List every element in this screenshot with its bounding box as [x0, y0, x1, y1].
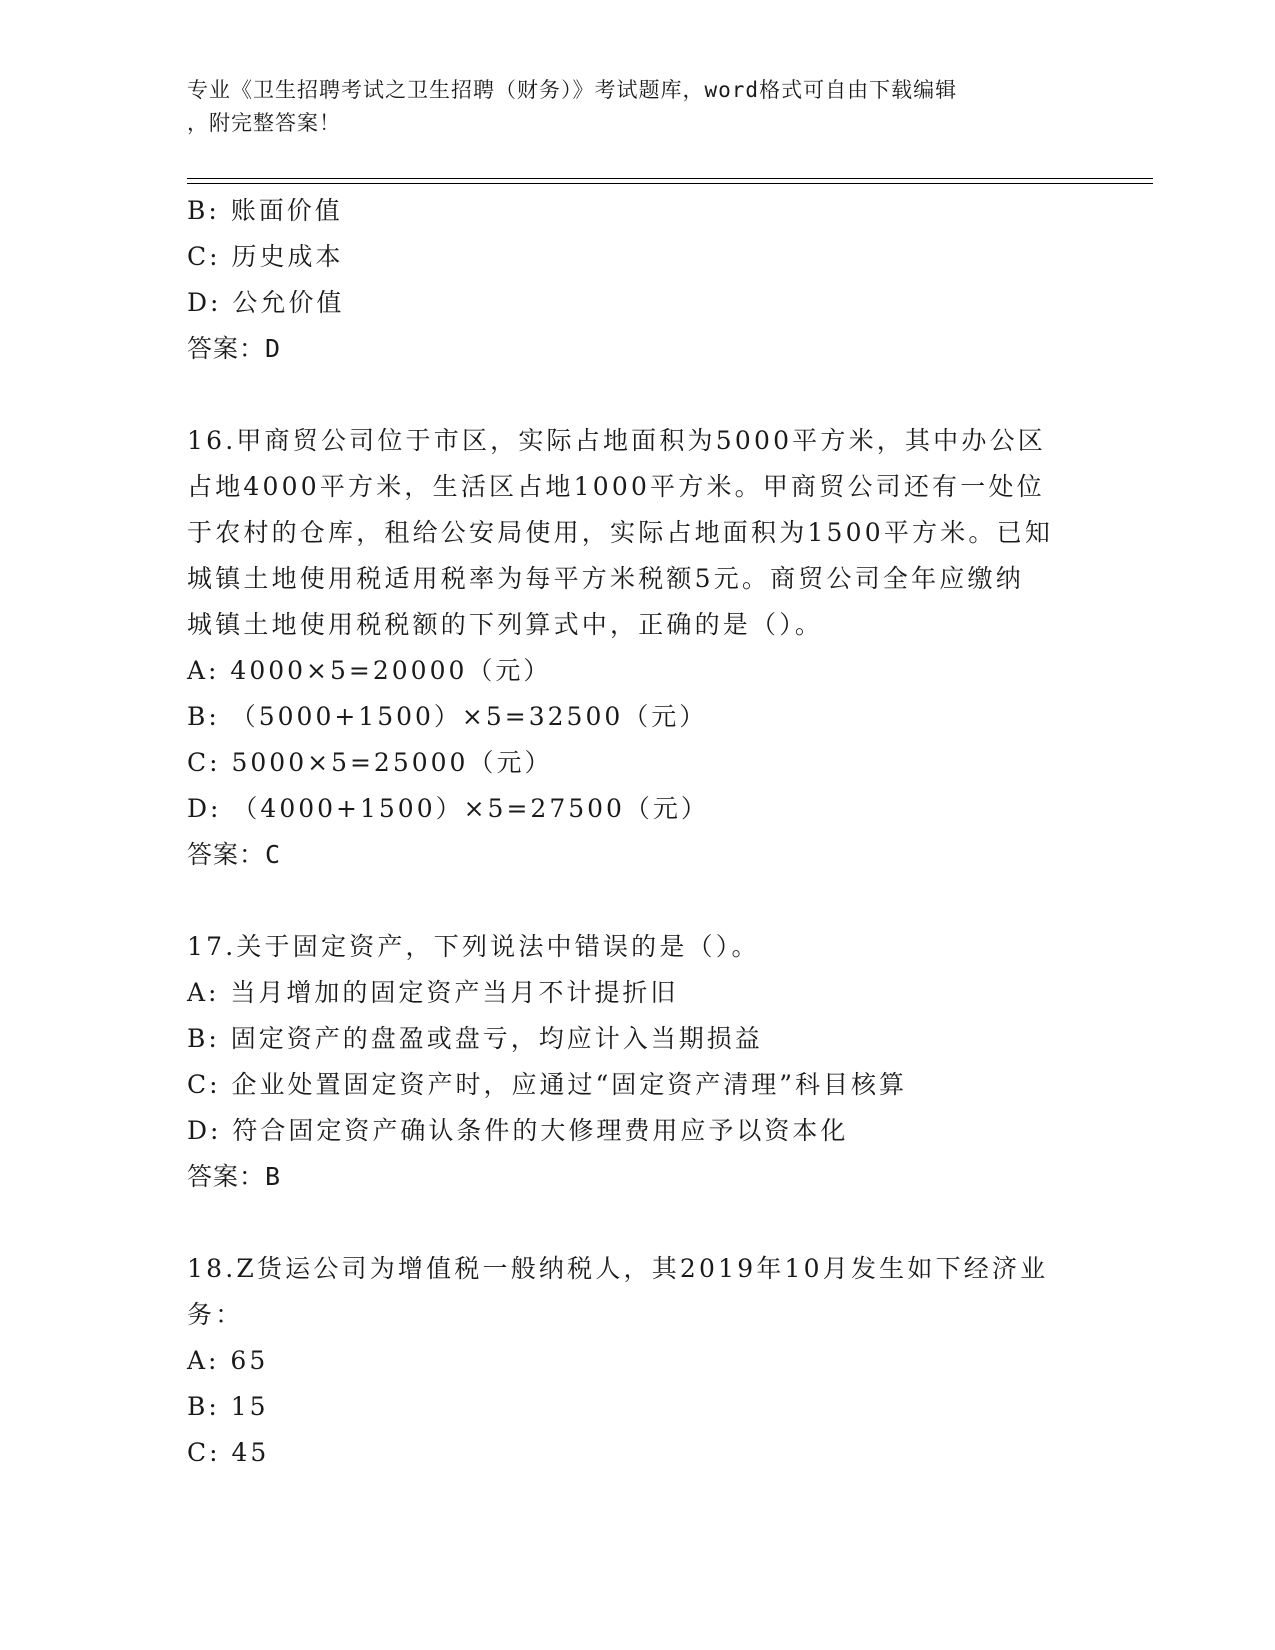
question-text-line: 18.Z货运公司为增值税一般纳税人，其2019年10月发生如下经济业	[187, 1254, 1049, 1283]
option-c: C: 企业处置固定资产时，应通过“固定资产清理”科目核算	[187, 1070, 908, 1099]
question-18	[187, 1246, 1087, 1476]
option-b: B: 固定资产的盘盈或盘亏，均应计入当期损益	[187, 1024, 763, 1053]
option-a: A: 65	[187, 1346, 269, 1375]
header-divider-top	[187, 178, 1153, 179]
option-b: B: （5000+1500）×5=32500（元）	[187, 702, 708, 731]
header-line-1: 专业《卫生招聘考试之卫生招聘（财务）》考试题库，word格式可自由下载编辑	[187, 78, 958, 102]
option-a: A: 4000×5=20000（元）	[187, 656, 552, 685]
question-16	[187, 418, 1087, 878]
spacer	[187, 372, 1087, 418]
answer-line: 答案：C	[187, 840, 282, 869]
document-header	[187, 74, 1067, 140]
option-b: B: 账面价值	[187, 196, 343, 225]
question-list	[187, 188, 1087, 1476]
answer-line: 答案：B	[187, 1162, 282, 1191]
question-text-line: 16.甲商贸公司位于市区，实际占地面积为5000平方米，其中办公区	[187, 426, 1046, 455]
option-d: D: （4000+1500）×5=27500（元）	[187, 794, 709, 823]
option-b: B: 15	[187, 1392, 269, 1421]
question-text-line: 城镇土地使用税适用税率为每平方米税额5元。商贸公司全年应缴纳	[187, 564, 1024, 593]
question-text-line: 城镇土地使用税税额的下列算式中，正确的是（）。	[187, 610, 824, 639]
question-text-line: 于农村的仓库，租给公安局使用，实际占地面积为1500平方米。已知	[187, 518, 1054, 547]
question-text-line: 占地4000平方米，生活区占地1000平方米。甲商贸公司还有一处位	[187, 472, 1045, 501]
question-text-line: 务：	[187, 1300, 244, 1329]
spacer	[187, 1200, 1087, 1246]
answer-line: 答案：D	[187, 334, 282, 363]
question-text-line: 17.关于固定资产，下列说法中错误的是（）。	[187, 932, 760, 961]
option-c: C: 45	[187, 1438, 270, 1467]
option-d: D: 符合固定资产确认条件的大修理费用应予以资本化	[187, 1116, 849, 1145]
option-a: A: 当月增加的固定资产当月不计提折旧	[187, 978, 679, 1007]
option-d: D: 公允价值	[187, 288, 345, 317]
question-15-remainder	[187, 188, 1087, 372]
option-c: C: 历史成本	[187, 242, 344, 271]
spacer	[187, 878, 1087, 924]
question-17	[187, 924, 1087, 1200]
option-c: C: 5000×5=25000（元）	[187, 748, 553, 777]
header-divider-bottom	[187, 183, 1153, 184]
header-line-2: ，附完整答案！	[187, 111, 341, 135]
